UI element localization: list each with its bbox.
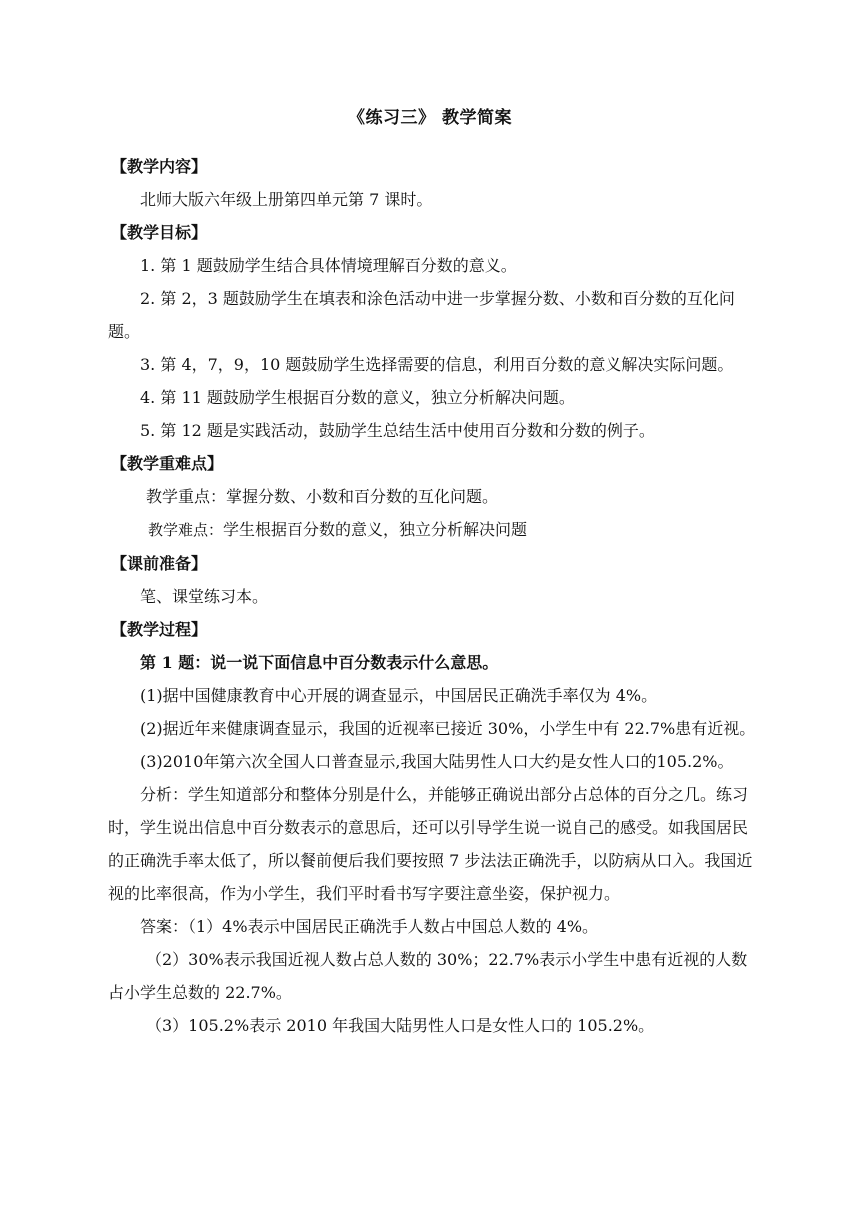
section-heading-prep: 【课前准备】 <box>111 554 208 573</box>
prep-text: 笔、课堂练习本。 <box>140 587 269 606</box>
question-item: (1)据中国健康教育中心开展的调查显示，中国居民正确洗手率仅为 4%。 <box>140 686 658 705</box>
section-heading-content: 【教学内容】 <box>111 157 208 176</box>
question-item: (2)据近年来健康调查显示，我国的近视率已接近 30%，小学生中有 22.7%患有近视。 <box>140 719 756 738</box>
difficulty-line <box>108 513 760 547</box>
document-body <box>108 150 760 1042</box>
keypoint-text: 教学重点：掌握分数、小数和百分数的互化问题。 <box>146 487 499 506</box>
difficulty-label: 教学难点： <box>148 521 224 539</box>
difficulty-text: 学生根据百分数的意义，独立分析解决问题 <box>223 520 528 539</box>
page-title: 《练习三》 教学简案 <box>348 108 512 128</box>
section-heading-keypoints: 【教学重难点】 <box>111 454 224 473</box>
answer-item: 答案：（1）4%表示中国居民正确洗手人数占中国总人数的 4%。 <box>140 917 599 936</box>
analysis-text: 分析：学生知道部分和整体分别是什么，并能够正确说出部分占总体的百分之几。练习时，学生说出信息中百分数表示的意思后，还可以引导学生说一说自己的感受。如我国居民的正确洗手率太低了，所以餐前便后我们要按照 7 步法法正确洗手，以防病从口入。我国近视的比率很高，作为小学生，我们平时看书写字要注意坐姿，保护视力。 <box>108 785 753 903</box>
goal-item: 5. 第 12 题是实践活动，鼓励学生总结生活中使用百分数和分数的例子。 <box>140 421 655 440</box>
goal-item: 3. 第 4，7，9，10 题鼓励学生选择需要的信息，利用百分数的意义解决实际问题。 <box>140 355 734 374</box>
goal-item: 4. 第 11 题鼓励学生根据百分数的意义，独立分析解决问题。 <box>140 388 575 407</box>
goal-item: 2. 第 2，3 题鼓励学生在填表和涂色活动中进一步掌握分数、小数和百分数的互化问题。 <box>108 289 735 341</box>
goal-item: 1. 第 1 题鼓励学生结合具体情境理解百分数的意义。 <box>140 256 517 275</box>
answer-item: （3）105.2%表示 2010 年我国大陆男性人口是女性人口的 105.2%。 <box>146 1016 655 1035</box>
answer-item: （2）30%表示我国近视人数占总人数的 30%；22.7%表示小学生中患有近视的人数占小学生总数的 22.7%。 <box>108 950 748 1002</box>
question-title: 第 1 题：说一说下面信息中百分数表示什么意思。 <box>140 653 499 672</box>
question-item: (3)2010年第六次全国人口普查显示,我国大陆男性人口大约是女性人口的105.2%。 <box>140 752 734 771</box>
section-heading-process: 【教学过程】 <box>111 620 208 639</box>
section-heading-goals: 【教学目标】 <box>111 223 208 242</box>
content-text: 北师大版六年级上册第四单元第 7 课时。 <box>140 190 433 209</box>
